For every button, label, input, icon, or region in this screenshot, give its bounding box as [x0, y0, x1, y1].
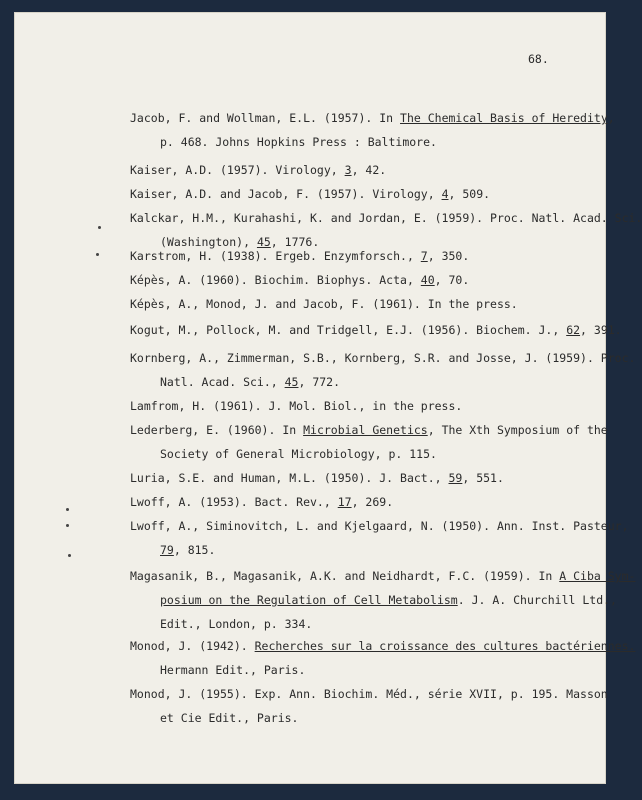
- underlined-text: 4: [441, 187, 449, 201]
- reference-first-line: [130, 418, 608, 442]
- reference-text: Luria, S.E. and Human, M.L. (1950). J. Bact.,: [130, 471, 449, 485]
- reference-text: Lederberg, E. (1960). In: [130, 423, 304, 437]
- underlined-text: 45: [284, 375, 299, 389]
- reference-entry: [130, 682, 608, 730]
- reference-entry: [130, 634, 635, 682]
- underlined-text: 40: [420, 273, 435, 287]
- reference-text: Monod, J. (1942).: [130, 639, 255, 653]
- underlined-text: 3: [344, 163, 352, 177]
- reference-first-line: [130, 394, 462, 418]
- margin-mark: [98, 226, 101, 229]
- reference-first-line: [130, 346, 635, 370]
- reference-text: Kornberg, A., Zimmerman, S.B., Kornberg, S.R. and Josse, J. (1959). Proc.: [130, 351, 636, 365]
- reference-text: , 509.: [448, 187, 491, 201]
- reference-continuation-line: [130, 370, 635, 394]
- reference-entry: [130, 346, 635, 394]
- reference-text: Jacob, F. and Wollman, E.L. (1957). In: [130, 111, 401, 125]
- reference-text: , 1776.: [270, 235, 320, 249]
- document-page: [14, 12, 642, 784]
- reference-continuation-line: [130, 612, 635, 636]
- reference-first-line: [130, 318, 622, 342]
- reference-text: Edit., London, p. 334.: [160, 617, 313, 631]
- reference-text: Karstrom, H. (1938). Ergeb. Enzymforsch.,: [130, 249, 421, 263]
- reference-text: Society of General Microbiology, p. 115.: [160, 447, 437, 461]
- reference-entry: [130, 564, 635, 636]
- reference-text: , The Xth Symposium of the: [427, 423, 608, 437]
- margin-mark: [66, 524, 69, 527]
- reference-continuation-line: [130, 130, 615, 154]
- reference-continuation-line: [130, 658, 635, 682]
- reference-first-line: [130, 244, 469, 268]
- reference-text: Kogut, M., Pollock, M. and Tridgell, E.J. (1956). Biochem. J.,: [130, 323, 567, 337]
- reference-text: Lwoff, A., Siminovitch, L. and Kjelgaard, N. (1950). Ann. Inst. Pasteur,: [130, 519, 629, 533]
- reference-text: Kalckar, H.M., Kurahashi, K. and Jordan, E. (1959). Proc. Natl. Acad. Sci.: [130, 211, 642, 225]
- underlined-text: 17: [337, 495, 352, 509]
- reference-text: Képès, A., Monod, J. and Jacob, F. (1961). In the press.: [130, 297, 518, 311]
- reference-text: , 551.: [462, 471, 504, 485]
- reference-text: et Cie Edit., Paris.: [160, 711, 299, 725]
- reference-first-line: [130, 466, 504, 490]
- reference-text: Magasanik, B., Magasanik, A.K. and Neidhardt, F.C. (1959). In: [130, 569, 560, 583]
- underlined-text: A Ciba Sym-: [559, 569, 636, 583]
- reference-entry: [130, 318, 622, 342]
- reference-first-line: [130, 158, 386, 182]
- underlined-text: 7: [420, 249, 428, 263]
- reference-entry: [130, 158, 386, 182]
- underlined-text: The Chemical Basis of Heredity: [400, 111, 608, 125]
- underlined-text: Recherches sur la croissance des cultures bactériennes.: [254, 639, 636, 653]
- reference-text: , 269.: [351, 495, 394, 509]
- reference-entry: [130, 292, 518, 316]
- reference-text: p. 468. Johns Hopkins Press : Baltimore.: [160, 135, 437, 149]
- underlined-text: posium on the Regulation of Cell Metabolism: [160, 593, 458, 607]
- reference-continuation-line: [130, 588, 635, 612]
- margin-mark: [96, 253, 99, 256]
- reference-text: Kaiser, A.D. and Jacob, F. (1957). Virology,: [130, 187, 442, 201]
- page-number: 68.: [528, 52, 549, 66]
- reference-first-line: [130, 206, 642, 230]
- reference-text: Natl. Acad. Sci.,: [160, 375, 285, 389]
- reference-entry: [130, 268, 469, 292]
- reference-entry: [130, 106, 615, 154]
- reference-text: , 350.: [427, 249, 470, 263]
- margin-mark: [66, 508, 69, 511]
- underlined-text: 45: [256, 235, 271, 249]
- underlined-text: 59: [448, 471, 463, 485]
- reference-text: ,: [607, 111, 615, 125]
- reference-first-line: [130, 564, 635, 588]
- reference-text: Monod, J. (1955). Exp. Ann. Biochim. Méd., série XVII, p. 195. Masson: [130, 687, 608, 701]
- reference-entry: [130, 394, 462, 418]
- reference-text: , 815.: [173, 543, 216, 557]
- reference-first-line: [130, 106, 615, 130]
- underlined-text: Microbial Genetics: [303, 423, 428, 437]
- reference-first-line: [130, 634, 635, 658]
- reference-continuation-line: [130, 442, 608, 466]
- reference-first-line: [130, 182, 490, 206]
- reference-text: Hermann Edit., Paris.: [160, 663, 306, 677]
- reference-first-line: [130, 292, 518, 316]
- reference-continuation-line: [130, 706, 608, 730]
- reference-text: , 772.: [298, 375, 341, 389]
- reference-entry: [130, 418, 608, 466]
- margin-mark: [68, 554, 71, 557]
- reference-text: Lamfrom, H. (1961). J. Mol. Biol., in the press.: [130, 399, 463, 413]
- reference-entry: [130, 182, 490, 206]
- reference-entry: [130, 514, 629, 562]
- reference-first-line: [130, 682, 608, 706]
- reference-text: Kaiser, A.D. (1957). Virology,: [130, 163, 345, 177]
- reference-text: (Washington),: [160, 235, 257, 249]
- reference-first-line: [130, 268, 469, 292]
- reference-entry: [130, 244, 469, 268]
- reference-first-line: [130, 514, 629, 538]
- reference-entry: [130, 466, 504, 490]
- reference-text: Lwoff, A. (1953). Bact. Rev.,: [130, 495, 338, 509]
- underlined-text: 62: [566, 323, 581, 337]
- reference-text: Képès, A. (1960). Biochim. Biophys. Acta,: [130, 273, 421, 287]
- reference-text: , 42.: [351, 163, 387, 177]
- reference-text: . J. A. Churchill Ltd.,: [457, 593, 617, 607]
- reference-text: , 391.: [580, 323, 622, 337]
- reference-text: , 70.: [434, 273, 470, 287]
- reference-continuation-line: [130, 538, 629, 562]
- reference-entry: [130, 490, 393, 514]
- underlined-text: 79: [160, 543, 174, 557]
- reference-first-line: [130, 490, 393, 514]
